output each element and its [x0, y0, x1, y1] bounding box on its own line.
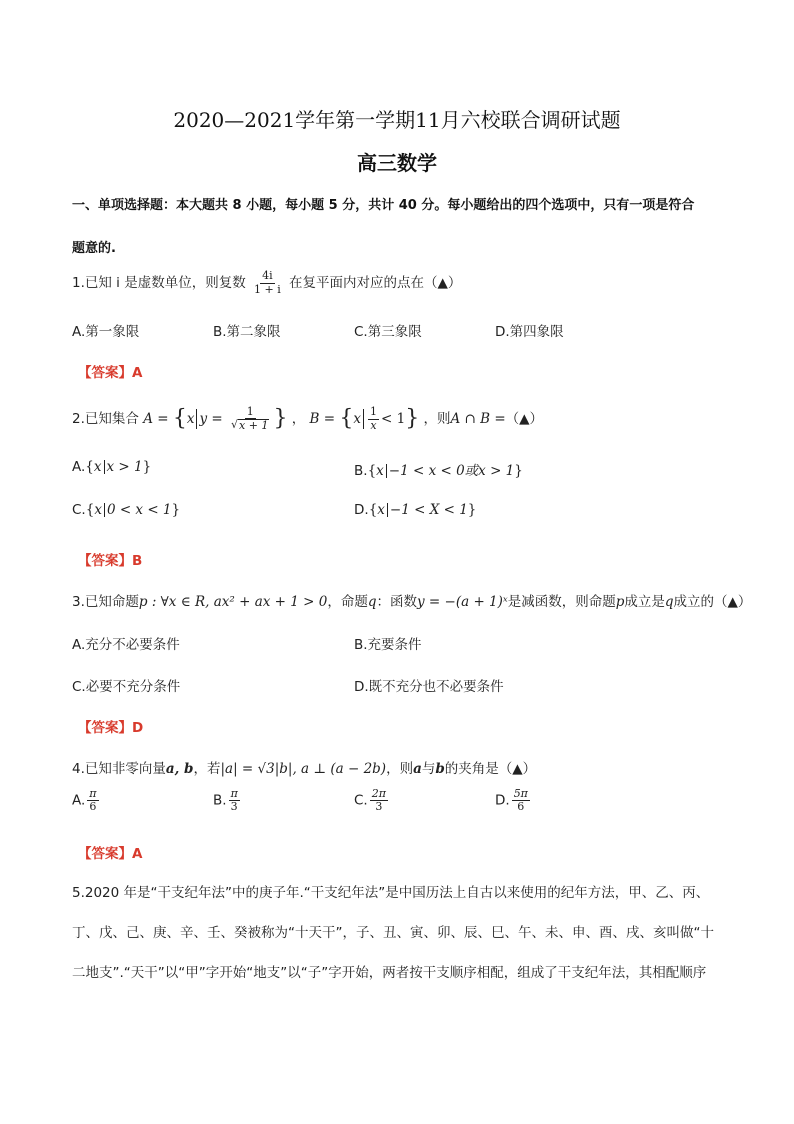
q4-option-a — [72, 788, 101, 813]
q2-setB-bar — [363, 409, 364, 429]
q3-answer: 【答案】D — [78, 720, 144, 736]
question-5-line3: 二地支”.“天干”以“甲”字开始“地支”以“子”字开始，两者按干支顺序相配，组成了干支纪年法，其相配顺序 — [72, 965, 707, 981]
q4-option-c-label: C. — [354, 792, 368, 809]
question-1 — [72, 268, 461, 298]
q2-option-b-bar — [386, 464, 387, 478]
q3-text-mid1: ，命题 — [327, 594, 368, 610]
q4-option-b-num: π — [230, 787, 238, 800]
q2-brace-close-icon-b: } — [405, 406, 420, 431]
q2-option-a-bar — [104, 460, 105, 474]
q3-proposition-p: p : ∀x ∈ R, ax² + ax + 1 > 0 — [138, 594, 328, 610]
q2-setA-den — [229, 419, 271, 432]
q2-intersection: A ∩ B = — [450, 411, 506, 427]
q3-option-a: A.充分不必要条件 — [72, 637, 180, 653]
q2-option-b: B.{x −1 < x < 0或x > 1} — [354, 463, 523, 479]
q3-proposition-q: q — [367, 594, 377, 610]
q3-text-pre: 3.已知命题 — [72, 594, 139, 610]
q1-text-pre: 1.已知 i 是虚数单位，则复数 — [72, 275, 246, 291]
q4-vec-b: b — [435, 761, 445, 777]
q2-option-b-var: x — [376, 463, 384, 479]
q4-option-d-den: 6 — [517, 800, 525, 814]
q2-option-c-label: C. — [72, 502, 86, 518]
q2-option-b-label: B. — [354, 463, 368, 479]
q2-setB-num: 1 — [369, 405, 377, 419]
q2-option-d: D.{x −1 < X < 1} — [354, 502, 477, 518]
q3-option-c: C.必要不充分条件 — [72, 679, 181, 695]
q2-option-b-cond: −1 < x < 0或x > 1 — [388, 463, 515, 479]
q2-text-post1: ，则 — [423, 411, 451, 427]
question-5-line1: 5.2020 年是“干支纪年法”中的庚子年.“干支纪年法”是中国历法上自古以来使用的纪年方法，甲、乙、丙、 — [72, 885, 710, 901]
q2-setA-bar — [196, 409, 197, 429]
q2-setB-var: x — [353, 411, 361, 427]
q1-fraction — [252, 270, 283, 295]
q2-setA-y: y = — [199, 411, 223, 427]
q2-option-c-cond: 0 < x < 1 — [106, 502, 172, 518]
q2-option-a-var: x — [93, 459, 102, 475]
q2-brace-open-icon: { — [172, 406, 187, 431]
q2-brace-open-icon-b: { — [339, 406, 354, 431]
q4-answer: 【答案】A — [78, 846, 143, 862]
q2-setA-var: x — [186, 411, 195, 427]
q1-text-post: 在复平面内对应的点在（▲） — [289, 275, 462, 291]
exam-subject: 高三数学 — [357, 151, 437, 175]
question-5-line2: 丁、戊、己、庚、辛、壬、癸被称为“十天干”，子、丑、寅、卯、辰、巳、午、未、申、酉、戌、亥叫做“十 — [72, 925, 714, 941]
question-2 — [72, 401, 543, 437]
q3-text-post: 成立的（▲） — [673, 594, 752, 610]
q1-frac-den: 1 + i — [254, 282, 281, 296]
sqrt-icon: √ — [231, 418, 239, 431]
q4-condition: |a| = √3|b|, a ⊥ (a − 2b) — [220, 761, 387, 777]
q4-text-mid1: ，若 — [193, 761, 221, 777]
q3-function: y = −(a + 1)ˣ — [417, 594, 508, 610]
q2-option-c-bar — [104, 503, 105, 517]
q2-option-d-var: x — [377, 502, 385, 518]
q2-setA-fraction — [229, 406, 271, 432]
q4-option-d-label: D. — [495, 792, 510, 809]
q3-option-d: D.既不充分也不必要条件 — [354, 679, 504, 695]
q2-setA-num: 1 — [246, 404, 254, 418]
q4-text-mid2: ，则 — [386, 761, 414, 777]
q4-text-mid3: 与 — [421, 761, 436, 777]
q2-text-post2: （▲） — [505, 411, 544, 427]
q2-option-d-bar — [387, 503, 388, 517]
q2-option-c-var: x — [94, 502, 102, 518]
q3-option-b: B.充要条件 — [354, 637, 422, 653]
q2-answer: 【答案】B — [78, 553, 143, 569]
q3-text-mid4: 成立是 — [624, 594, 665, 610]
q2-setA-lhs: A = — [143, 411, 169, 427]
q4-option-c — [354, 788, 390, 813]
q4-option-d-num: 5π — [513, 787, 528, 800]
q1-frac-num: 4i — [262, 269, 273, 283]
q4-option-a-label: A. — [72, 792, 86, 809]
q1-answer: 【答案】A — [78, 365, 143, 381]
q4-text-pre: 4.已知非零向量 — [72, 761, 166, 777]
q2-text-mid: ， — [291, 411, 306, 427]
section-heading-line1: 一、单项选择题：本大题共 8 小题，每小题 5 分，共计 40 分。每小题给出的四个选项中，只有一项是符合 — [72, 198, 695, 213]
q4-option-b-label: B. — [213, 792, 227, 809]
q2-setB-rel: < 1 — [380, 411, 406, 427]
q2-brace-close-icon: } — [273, 406, 288, 431]
q2-setB-lhs: B = — [309, 411, 336, 427]
q3-q: q — [664, 594, 674, 610]
q1-option-a: A.第一象限 — [72, 324, 140, 340]
q2-setB-fraction — [368, 406, 379, 431]
q2-option-a-cond: x > 1 — [106, 459, 143, 475]
q3-text-mid2: ：函数 — [376, 594, 417, 610]
q4-option-a-num: π — [89, 787, 97, 800]
q4-option-c-den: 3 — [375, 800, 383, 814]
exam-title: 2020—2021学年第一学期11月六校联合调研试题 — [173, 108, 621, 132]
q4-option-a-den: 6 — [89, 800, 97, 814]
question-4 — [72, 757, 536, 777]
q3-text-mid3: 是减函数，则命题 — [507, 594, 616, 610]
q4-option-b-den: 3 — [230, 800, 238, 814]
q2-option-d-label: D. — [354, 502, 369, 518]
q2-option-a: A.{x x > 1} — [72, 459, 152, 475]
q1-option-b: B.第二象限 — [213, 324, 281, 340]
q4-text-post: 的夹角是（▲） — [444, 761, 537, 777]
q2-option-d-cond: −1 < X < 1 — [389, 502, 468, 518]
q2-option-a-label: A. — [72, 459, 86, 475]
q4-vectors: a, b — [165, 761, 194, 777]
q4-option-c-num: 2π — [371, 787, 386, 800]
q3-p: p — [615, 594, 625, 610]
q2-setA-sqrt-body: x + 1 — [239, 419, 269, 432]
q2-text-pre: 2.已知集合 — [72, 411, 139, 427]
question-3 — [72, 590, 751, 610]
q4-vec-a: a — [413, 761, 422, 777]
q4-option-b — [213, 788, 242, 813]
q1-option-d: D.第四象限 — [495, 324, 564, 340]
q1-option-c: C.第三象限 — [354, 324, 422, 340]
q4-option-d — [495, 788, 532, 813]
q2-option-c: C.{x 0 < x < 1} — [72, 502, 181, 518]
section-heading-line2: 题意的. — [72, 241, 116, 256]
q2-setB-den: x — [370, 418, 377, 432]
